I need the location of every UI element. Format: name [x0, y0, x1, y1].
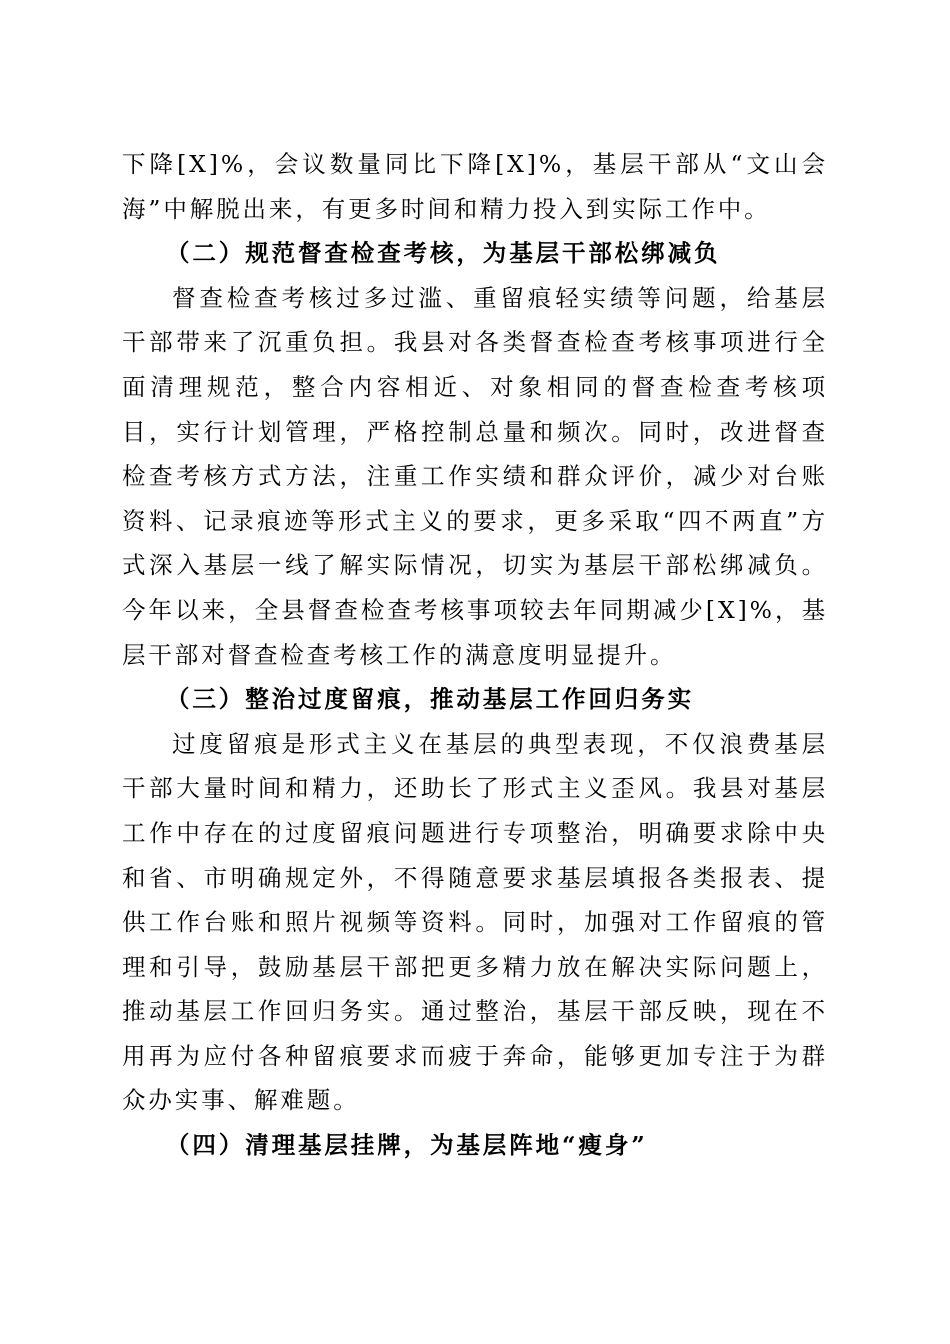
continued-paragraph: 下降[X]%，会议数量同比下降[X]%，基层干部从“文山会海”中解脱出来，有更多时间和精力投入到实际工作中。 [122, 150, 828, 223]
section-heading-3: （三）整治过度留痕，推动基层工作回归务实 [166, 685, 694, 714]
section-heading-2: （二）规范督查检查考核，为基层干部松绑减负 [166, 239, 721, 268]
section-body-2: 督查检查考核过多过滥、重留痕轻实绩等问题，给基层干部带来了沉重负担。我县对各类督查检查考核事项进行全面清理规范，整合内容相近、对象相同的督查检查考核项目，实行计划管理，严格控制总量和频次。同时，改进督查检查考核方式方法，注重工作实绩和群众评价，减少对台账资料、记录痕迹等形式主义的要求，更多采取“四不两直”方式深入基层一线了解实际情况，切实为基层干部松绑减负。今年以来，全县督查检查考核事项较去年同期减少[X]%，基层干部对督查检查考核工作的满意度明显提升。 [122, 283, 828, 669]
section-heading-4: （四）清理基层挂牌，为基层阵地“瘦身” [166, 1131, 648, 1160]
document-body [122, 142, 828, 1168]
section-body-3: 过度留痕是形式主义在基层的典型表现，不仅浪费基层干部大量时间和精力，还助长了形式主义歪风。我县对基层工作中存在的过度留痕问题进行专项整治，明确要求除中央和省、市明确规定外，不得随意要求基层填报各类报表、提供工作台账和照片视频等资料。同时，加强对工作留痕的管理和引导，鼓励基层干部把更多精力放在解决实际问题上，推动基层工作回归务实。通过整治，基层干部反映，现在不用再为应付各种留痕要求而疲于奔命，能够更加专注于为群众办实事、解难题。 [122, 729, 828, 1115]
